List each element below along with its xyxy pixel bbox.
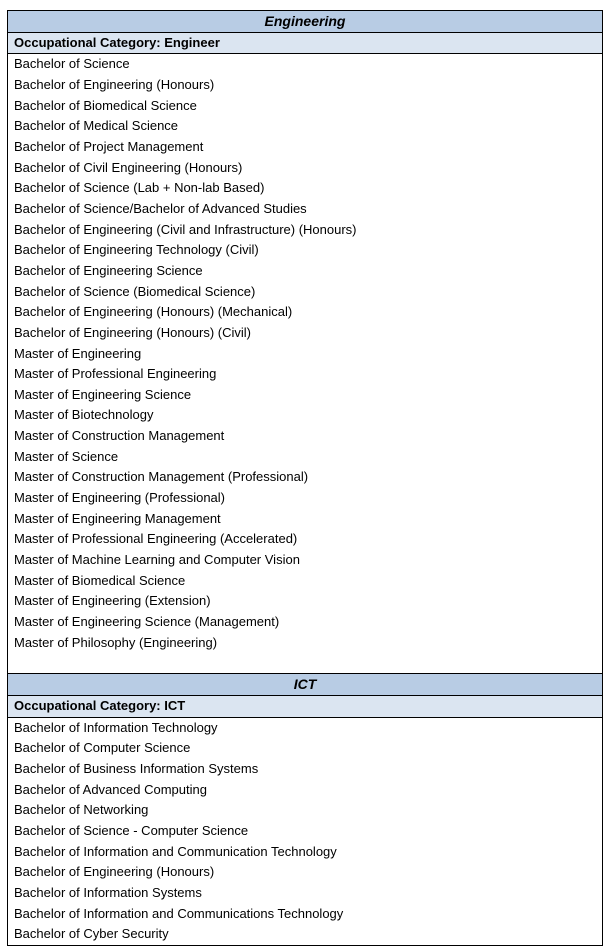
qualification-row xyxy=(8,199,603,220)
qualification-row-cell: Bachelor of Project Management xyxy=(8,137,603,158)
section-title xyxy=(8,11,603,33)
qualification-row xyxy=(8,571,603,592)
qualification-row xyxy=(8,178,603,199)
qualification-row xyxy=(8,633,603,654)
qualification-row-cell: Master of Professional Engineering (Accelerated) xyxy=(8,529,603,550)
qualification-row-cell: Master of Construction Management (Professional) xyxy=(8,467,603,488)
qualification-row-cell: Bachelor of Medical Science xyxy=(8,116,603,137)
qualification-row xyxy=(8,447,603,468)
qualification-row xyxy=(8,883,603,904)
qualification-row-cell: Bachelor of Engineering (Honours) (Mechanical) xyxy=(8,302,603,323)
qualification-row xyxy=(8,529,603,550)
qualification-row-cell: Master of Biotechnology xyxy=(8,405,603,426)
qualification-row-cell: Bachelor of Information and Communications Technology xyxy=(8,904,603,925)
qualification-row xyxy=(8,158,603,179)
qualifications-table xyxy=(7,10,603,946)
qualification-row-cell: Bachelor of Engineering (Civil and Infrastructure) (Honours) xyxy=(8,220,603,241)
section-title-cell: Engineering xyxy=(8,11,603,33)
qualification-row-cell: Master of Construction Management xyxy=(8,426,603,447)
qualification-row-cell: Bachelor of Science xyxy=(8,54,603,75)
qualification-row-cell: Master of Engineering (Professional) xyxy=(8,488,603,509)
qualification-row-cell: Master of Science xyxy=(8,447,603,468)
qualification-row xyxy=(8,282,603,303)
qualification-row-cell: Master of Engineering Management xyxy=(8,509,603,530)
qualification-row xyxy=(8,509,603,530)
qualification-row-cell: Bachelor of Computer Science xyxy=(8,738,603,759)
qualification-row-cell: Master of Engineering (Extension) xyxy=(8,591,603,612)
qualification-row xyxy=(8,488,603,509)
qualification-row xyxy=(8,759,603,780)
qualification-row-cell: Master of Engineering xyxy=(8,344,603,365)
document-page xyxy=(7,10,603,946)
qualification-row xyxy=(8,75,603,96)
qualification-row-cell: Bachelor of Science - Computer Science xyxy=(8,821,603,842)
qualification-row xyxy=(8,385,603,406)
qualification-row xyxy=(8,116,603,137)
qualification-row-cell: Bachelor of Civil Engineering (Honours) xyxy=(8,158,603,179)
qualification-row xyxy=(8,344,603,365)
qualification-row xyxy=(8,54,603,75)
qualification-row xyxy=(8,821,603,842)
qualification-row-cell: Master of Machine Learning and Computer Vision xyxy=(8,550,603,571)
qualification-row-cell: Bachelor of Information Technology xyxy=(8,717,603,738)
category-header xyxy=(8,32,603,54)
qualification-row xyxy=(8,842,603,863)
qualification-row xyxy=(8,96,603,117)
qualification-row xyxy=(8,302,603,323)
qualification-row xyxy=(8,220,603,241)
section-title-cell: ICT xyxy=(8,674,603,696)
qualification-row-cell: Master of Philosophy (Engineering) xyxy=(8,633,603,654)
qualification-row xyxy=(8,261,603,282)
qualification-row xyxy=(8,240,603,261)
qualification-row-cell: Bachelor of Engineering (Honours) (Civil) xyxy=(8,323,603,344)
qualification-row-cell: Bachelor of Engineering Technology (Civil) xyxy=(8,240,603,261)
qualification-row xyxy=(8,924,603,945)
section-title xyxy=(8,674,603,696)
section-spacer xyxy=(8,653,603,674)
qualification-row xyxy=(8,323,603,344)
qualification-row-cell: Bachelor of Engineering Science xyxy=(8,261,603,282)
qualification-row-cell: Bachelor of Information and Communication Technology xyxy=(8,842,603,863)
qualification-row xyxy=(8,862,603,883)
qualification-row-cell: Master of Professional Engineering xyxy=(8,364,603,385)
qualification-row xyxy=(8,591,603,612)
qualification-row xyxy=(8,426,603,447)
qualification-row xyxy=(8,137,603,158)
qualification-row-cell: Bachelor of Cyber Security xyxy=(8,924,603,945)
category-header xyxy=(8,696,603,718)
qualification-row-cell: Bachelor of Science (Biomedical Science) xyxy=(8,282,603,303)
qualification-row xyxy=(8,364,603,385)
qualification-row xyxy=(8,612,603,633)
qualification-row xyxy=(8,904,603,925)
qualification-row-cell: Bachelor of Business Information Systems xyxy=(8,759,603,780)
qualification-row-cell: Bachelor of Science (Lab + Non-lab Based) xyxy=(8,178,603,199)
qualification-row xyxy=(8,717,603,738)
qualification-row-cell: Bachelor of Networking xyxy=(8,800,603,821)
qualification-row xyxy=(8,550,603,571)
category-header-cell: Occupational Category: ICT xyxy=(8,696,603,718)
qualification-row xyxy=(8,467,603,488)
qualification-row-cell: Master of Engineering Science (Management) xyxy=(8,612,603,633)
qualification-row xyxy=(8,800,603,821)
qualification-row-cell: Master of Engineering Science xyxy=(8,385,603,406)
qualification-row-cell: Bachelor of Information Systems xyxy=(8,883,603,904)
qualification-row xyxy=(8,780,603,801)
qualification-row-cell: Bachelor of Advanced Computing xyxy=(8,780,603,801)
qualification-row-cell: Bachelor of Engineering (Honours) xyxy=(8,862,603,883)
qualification-row-cell: Bachelor of Science/Bachelor of Advanced Studies xyxy=(8,199,603,220)
qualification-row xyxy=(8,405,603,426)
section-spacer-cell xyxy=(8,653,603,674)
qualification-row-cell: Master of Biomedical Science xyxy=(8,571,603,592)
qualification-row xyxy=(8,738,603,759)
category-header-cell: Occupational Category: Engineer xyxy=(8,32,603,54)
qualification-row-cell: Bachelor of Engineering (Honours) xyxy=(8,75,603,96)
qualification-row-cell: Bachelor of Biomedical Science xyxy=(8,96,603,117)
